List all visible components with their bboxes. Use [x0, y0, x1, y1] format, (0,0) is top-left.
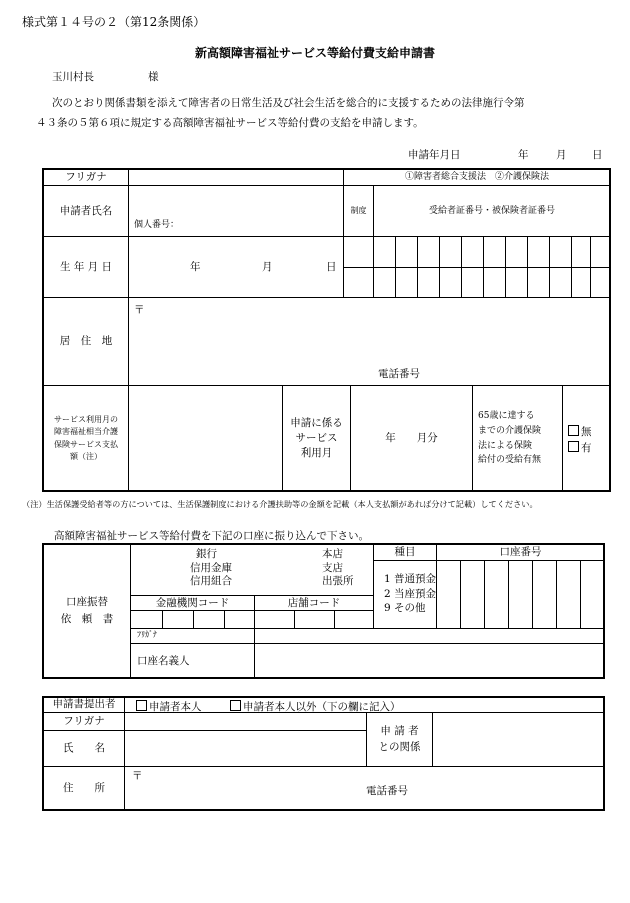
service-month-label: 申請に係る サービス 利用月	[290, 417, 343, 459]
intro-line-2: ４３条の５第６項に規定する高額障害福祉サービス等給付費の支給を申請します。	[36, 117, 424, 129]
form-number: 様式第１４号の２（第12条関係）	[22, 15, 206, 29]
checkbox-none[interactable]	[568, 425, 579, 436]
intro-line-1: 次のとおり関係書類を添えて障害者の日常生活及び社会生活を総合的に支援するための法律施行令第	[52, 97, 525, 109]
option-yes[interactable]: 有	[568, 441, 592, 454]
submitter-phone-label: 電話番号	[366, 785, 408, 797]
phone-label: 電話番号	[378, 368, 420, 380]
date-day: 日	[592, 149, 603, 161]
applicant-furigana-input[interactable]	[129, 170, 343, 185]
account-transfer-label: 口座振替 依 頼 書	[60, 596, 114, 625]
submitter-label: 申請書提出者	[52, 698, 116, 711]
submitter-self-option[interactable]: 申請者本人	[136, 700, 202, 713]
bank-intro: 高額障害福祉サービス等給付費を下記の口座に振り込んで下さい。	[54, 530, 369, 542]
relation-input[interactable]	[433, 713, 604, 766]
branch-types: 本店 支店 出張所	[322, 548, 354, 588]
applicant-name-label: 申請者氏名	[59, 204, 113, 217]
submitter-postal-mark: 〒	[132, 770, 143, 782]
account-holder-input[interactable]	[255, 644, 604, 678]
submitter-name-label: 氏 名	[63, 742, 105, 755]
applicant-furigana-label: フリガナ	[65, 171, 107, 184]
submitter-address-label: 住 所	[63, 782, 105, 795]
submitter-other-option[interactable]: 申請者本人以外（下の欄に記入）	[230, 700, 401, 713]
checkbox-yes[interactable]	[568, 441, 579, 452]
date-month: 月	[556, 149, 567, 161]
branch-code-label: 店舗コード	[287, 596, 341, 609]
submitter-name-input[interactable]	[125, 731, 366, 766]
addressee-suffix: 様	[148, 71, 159, 83]
my-number-label: 個人番号：	[134, 220, 180, 230]
account-number-label: 口座番号	[499, 546, 542, 559]
address-label: 居 住 地	[59, 335, 113, 348]
account-types[interactable]: 1 普通預金 2 当座預金 9 その他	[384, 573, 437, 615]
system-label: 制度	[350, 206, 367, 215]
birth-year[interactable]: 年	[190, 261, 201, 273]
service-amount-input[interactable]	[129, 386, 282, 491]
holder-kana-label: ﾌﾘｶﾞﾅ	[137, 630, 157, 639]
option-none[interactable]: 無	[568, 425, 592, 438]
certificate-number-label: 受給者証番号・被保険者証番号	[428, 205, 555, 216]
bank-types: 銀行 信用金庫 信用組合	[190, 548, 232, 588]
checkbox-self[interactable]	[136, 700, 147, 711]
birth-month[interactable]: 月	[262, 261, 273, 273]
date-label: 申請年月日	[408, 149, 461, 161]
addressee: 玉川村長	[52, 71, 94, 83]
service-amount-label: サービス利用月の 障害福祉相当介護 保険サービス支払 額（注）	[54, 414, 118, 461]
account-type-label: 種目	[394, 546, 416, 559]
birth-date-label: 生 年 月 日	[59, 260, 112, 273]
account-holder-label: 口座名義人	[137, 655, 190, 667]
law-options[interactable]: ①障害者総合支援法 ②介護保険法	[404, 172, 549, 182]
submitter-furigana-label: フリガナ	[63, 715, 105, 728]
page-title: 新高額障害福祉サービス等給付費支給申請書	[194, 46, 435, 60]
birth-day[interactable]: 日	[326, 261, 337, 273]
service-month-value[interactable]: 年 月分	[385, 432, 438, 445]
institution-code-label: 金融機関コード	[155, 596, 230, 609]
relation-label: 申 請 者 との関係	[378, 724, 421, 753]
date-year: 年	[518, 149, 529, 161]
note: （注）生活保護受給者等の方については、生活保護制度における介護扶助等の金額を記載（本人支払額があれば分けて記載）してください。	[22, 499, 538, 509]
checkbox-other[interactable]	[230, 700, 241, 711]
postal-mark: 〒	[134, 304, 145, 316]
age65-label: 65歳に達する までの介護保険 法による保険 給付の受給有無	[478, 410, 542, 466]
